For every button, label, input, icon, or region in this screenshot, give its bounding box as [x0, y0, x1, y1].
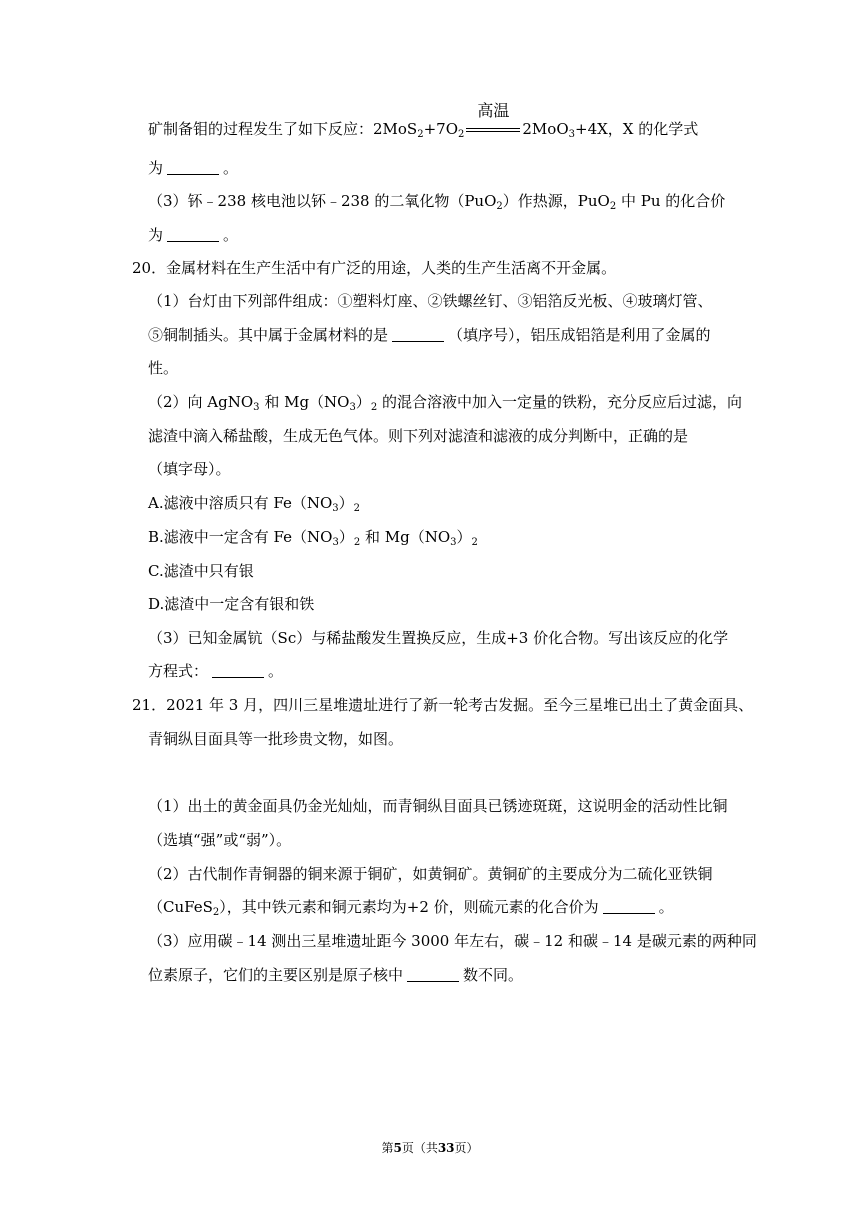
q20-part1-line1: （1）台灯由下列部件组成：①塑料灯座、②铁螺丝钉、③铝箔反光板、④玻璃灯管、 [148, 292, 713, 310]
q21-part3-line2: 位素原子，它们的主要区别是原子核中 数不同。 [148, 966, 524, 984]
high-temperature-condition: 高温 [464, 119, 522, 139]
q20-option-a: A.滤液中溶质只有 $Fe(NO_3)_2$ [148, 494, 361, 514]
q20-part2-line1: （2）向 AgNO$_3$ 和 $Mg(NO_3)_2$ 的混合溶液中加入一定量的铁粉，充分反应后过滤，向 [148, 393, 743, 413]
q19-reaction-line: 矿制备钼的过程发生了如下反应：$2MoS_2+7O_2$ 高温 2MoO$_3$+4X，X 的化学式 [148, 101, 699, 140]
answer-blank[interactable] [407, 967, 459, 982]
q20-option-d: D.滤渣中一定含有银和铁 [148, 595, 315, 613]
q21-stem-line2: 青铜纵目面具等一批珍贵文物，如图。 [148, 730, 404, 748]
q21-part2-line1: （2）古代制作青铜器的铜来源于铜矿，如黄铜矿。黄铜矿的主要成分为二硫化亚铁铜 [148, 865, 713, 883]
q19-part3-line1: （3）钚﹣238 核电池以钚﹣238 的二氧化物（PuO$_2$）作热源，PuO$_2$ 中 Pu 的化合价 [148, 192, 726, 212]
q20-part1-line3: 性。 [148, 359, 179, 377]
q20-option-c: C.滤渣中只有银 [148, 562, 254, 580]
q20-part2-line3: （填字母）。 [148, 460, 231, 478]
q19-answer-line-2: 为 。 [148, 159, 239, 177]
q20-stem: 20．金属材料在生产生活中有广泛的用途，人类的生产生活离不开金属。 [132, 259, 617, 277]
q20-part2-line2: 滤渣中滴入稀盐酸，生成无色气体。则下列对滤渣和滤液的成分判断中，正确的是 [148, 427, 689, 445]
q21-stem-line1: 21．2021 年 3 月，四川三星堆遗址进行了新一轮考古发掘。至今三星堆已出土了黄金面具、 [132, 696, 754, 714]
q20-part3-line2: 方程式： 。 [148, 662, 284, 680]
q21-part3-line1: （3）应用碳﹣14 测出三星堆遗址距今 3000 年左右，碳﹣12 和碳﹣14 是碳元素的两种同 [148, 932, 757, 950]
answer-blank[interactable] [392, 327, 444, 342]
answer-blank[interactable] [167, 160, 219, 175]
page-total: 33 [437, 1141, 455, 1155]
q20-part1-line2: ⑤铜制插头。其中属于金属材料的是 （填序号），铝压成铝箔是利用了金属的 [148, 326, 711, 344]
q21-part1-line1: （1）出土的黄金面具仍金光灿灿，而青铜纵目面具已锈迹斑斑，这说明金的活动性比铜 [148, 797, 728, 815]
answer-blank[interactable] [167, 227, 219, 242]
q21-part1-line2: （选填“强”或“弱”）。 [148, 831, 292, 849]
answer-blank[interactable] [603, 899, 655, 914]
q19-part3-line2: 为 。 [148, 226, 239, 244]
q21-part2-line2: （CuFeS$_2$），其中铁元素和铜元素均为+2 价，则硫元素的化合价为 。 [148, 898, 674, 918]
answer-blank[interactable] [212, 663, 264, 678]
q20-option-b: B.滤液中一定含有 $Fe(NO_3)_2$ 和 $Mg(NO_3)_2$ [148, 528, 478, 548]
page-footer: 第5页（共33页） [381, 1141, 479, 1155]
q20-part3-line1: （3）已知金属钪（Sc）与稀盐酸发生置换反应，生成+3 价化合物。写出该反应的化学 [148, 629, 729, 647]
page-number: 5 [393, 1141, 402, 1155]
